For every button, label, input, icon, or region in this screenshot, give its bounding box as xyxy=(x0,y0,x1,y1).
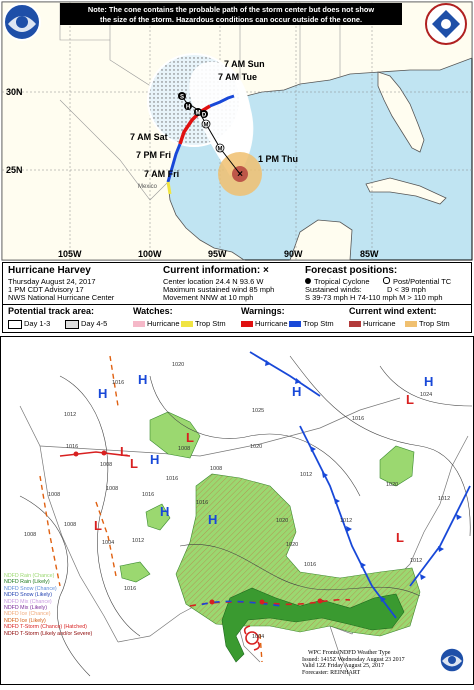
high-4: H xyxy=(424,374,434,389)
footer-line-3: Valid 12Z Friday August 25, 2017 xyxy=(302,663,384,670)
svg-text:1016: 1016 xyxy=(66,444,79,450)
high-1: H xyxy=(98,386,108,401)
high-6: H xyxy=(160,504,170,519)
svg-text:1016: 1016 xyxy=(142,492,155,498)
svg-text:1016: 1016 xyxy=(196,500,209,506)
marker-h: H xyxy=(185,104,191,111)
current-position-x: × xyxy=(237,169,243,180)
info-panel xyxy=(2,262,472,333)
fp-tropical: Tropical Cyclone xyxy=(305,277,370,286)
svg-text:1004: 1004 xyxy=(102,540,115,546)
wx-legend-2: NDFD Snow (Chance) xyxy=(4,585,57,592)
label-7am-tue: 7 AM Tue xyxy=(218,72,258,82)
lon-105: 105W xyxy=(58,249,82,259)
svg-text:1016: 1016 xyxy=(352,416,365,422)
footer-line-4: Forecaster: REINHART xyxy=(302,669,361,676)
svg-text:1020: 1020 xyxy=(276,518,289,524)
wx-legend-3: NDFD Snow (Likely) xyxy=(4,592,52,599)
nhc-cone-graphic xyxy=(0,0,474,335)
storm-center: NWS National Hurricane Center xyxy=(8,293,115,302)
current-title: Current information: × xyxy=(163,265,269,276)
current-location: Center location 24.4 N 93.6 W xyxy=(163,277,264,286)
wind-extent-title: Current wind extent: xyxy=(349,306,437,316)
fp-scale: S 39-73 mph H 74-110 mph M > 110 mph xyxy=(305,293,443,302)
watch-tropstm: Trop Stm xyxy=(181,319,226,328)
wx-legend-1: NDFD Rain (Likely) xyxy=(4,579,50,586)
info-divider xyxy=(3,304,471,305)
svg-text:1008: 1008 xyxy=(178,446,191,452)
watch-hurricane: Hurricane xyxy=(133,319,180,328)
noaa-logo xyxy=(4,4,40,40)
svg-text:1012: 1012 xyxy=(132,538,145,544)
svg-text:1012: 1012 xyxy=(300,472,313,478)
lat-25: 25N xyxy=(6,165,23,175)
wx-legend-4: NDFD Mix (Chance) xyxy=(4,598,52,605)
extent-tropstm: Trop Stm xyxy=(405,319,450,328)
marker-m1: M xyxy=(217,146,223,153)
legend-day45: Day 4-5 xyxy=(65,319,107,329)
svg-text:1008: 1008 xyxy=(210,466,223,472)
fp-d: D < 39 mph xyxy=(387,285,426,294)
svg-text:1008: 1008 xyxy=(24,532,37,538)
wx-footer xyxy=(302,650,405,676)
svg-text:1020: 1020 xyxy=(286,542,299,548)
wx-legend-8: NDFD T-Storm (Chance) (Hatched) xyxy=(4,624,87,631)
label-1pm-thu: 1 PM Thu xyxy=(258,154,298,164)
label-7am-sat: 7 AM Sat xyxy=(130,132,168,142)
lon-100: 100W xyxy=(138,249,162,259)
lon-85: 85W xyxy=(360,249,379,259)
warnings-title: Warnings: xyxy=(241,306,285,316)
lat-30: 30N xyxy=(6,87,23,97)
svg-text:1008: 1008 xyxy=(48,492,61,498)
svg-text:1008: 1008 xyxy=(106,486,119,492)
legend-day13: Day 1-3 xyxy=(8,319,50,329)
extent-hurricane: Hurricane xyxy=(349,319,396,328)
marker-m3: M xyxy=(195,110,201,117)
wx-legend-0: NDFD Rain (Chance) xyxy=(4,573,55,579)
svg-text:1008: 1008 xyxy=(64,522,77,528)
tropstm-watch-coast xyxy=(168,182,170,194)
mexico-label: Mexico xyxy=(138,184,158,190)
high-2: H xyxy=(138,372,148,387)
svg-text:1024: 1024 xyxy=(420,392,433,398)
wpc-fronts-map xyxy=(0,336,474,685)
storm-advisory: 1 PM CDT Advisory 17 xyxy=(8,285,84,294)
current-movement: Movement NNW at 10 mph xyxy=(163,293,254,302)
storm-name: Hurricane Harvey xyxy=(8,265,91,276)
watches-title: Watches: xyxy=(133,306,173,316)
warning-hurricane: Hurricane xyxy=(241,319,288,328)
low-2: L xyxy=(94,518,102,533)
svg-text:1012: 1012 xyxy=(438,496,451,502)
wx-legend-6: NDFD Ice (Chance) xyxy=(4,611,51,618)
low-5: L xyxy=(120,444,128,459)
note-line-2: the size of the storm. Hazardous conditions can occur outside of the cone. xyxy=(100,15,362,24)
current-wind: Maximum sustained wind 85 mph xyxy=(163,285,275,294)
high-7: H xyxy=(208,512,218,527)
label-7am-sun: 7 AM Sun xyxy=(224,59,265,69)
low-1: L xyxy=(130,456,138,471)
svg-text:1012: 1012 xyxy=(64,412,77,418)
footer-line-1: WPC Fronts/NDFD Weather Type xyxy=(308,650,391,656)
wx-legend xyxy=(4,573,92,637)
lon-95: 95W xyxy=(208,249,227,259)
marker-s: S xyxy=(179,94,185,101)
svg-text:1016: 1016 xyxy=(124,586,137,592)
svg-text:1008: 1008 xyxy=(100,462,113,468)
wx-legend-9: NDFD T-Storm (Likely and/or Severe) xyxy=(4,630,93,637)
svg-text:1020: 1020 xyxy=(250,444,263,450)
nws-logo xyxy=(426,4,466,44)
storm-date: Thursday August 24, 2017 xyxy=(8,277,96,286)
low-4: L xyxy=(396,530,404,545)
wx-legend-5: NDFD Mix (Likely) xyxy=(4,605,47,612)
forecast-title: Forecast positions: xyxy=(305,265,398,276)
svg-text:1004: 1004 xyxy=(252,634,265,640)
low-6: L xyxy=(406,392,414,407)
svg-text:1016: 1016 xyxy=(166,476,179,482)
label-7am-fri: 7 AM Fri xyxy=(144,169,180,179)
footer-line-2: Issued: 1415Z Wednesday August 23 2017 xyxy=(302,656,405,663)
track-title: Potential track area: xyxy=(8,306,95,316)
svg-text:1025: 1025 xyxy=(252,408,265,414)
high-5: H xyxy=(150,452,160,467)
fp-post: Post/Potential TC xyxy=(383,277,451,286)
marker-m2: M xyxy=(203,122,209,129)
svg-text:1016: 1016 xyxy=(112,380,125,386)
svg-text:1016: 1016 xyxy=(304,562,317,568)
label-7pm-fri: 7 PM Fri xyxy=(136,150,172,160)
noaa-logo-bottom xyxy=(440,648,464,672)
note-line-1: Note: The cone contains the probable path of the storm center but does not show xyxy=(87,5,375,14)
svg-text:1012: 1012 xyxy=(340,518,353,524)
high-3: H xyxy=(292,384,302,399)
svg-text:1020: 1020 xyxy=(172,362,185,368)
svg-text:1020: 1020 xyxy=(386,482,399,488)
svg-text:1012: 1012 xyxy=(410,558,423,564)
low-3: L xyxy=(186,430,194,445)
fp-sustained: Sustained winds: xyxy=(305,285,362,294)
marker-d: D xyxy=(201,112,207,119)
warning-tropstm: Trop Stm xyxy=(289,319,334,328)
lon-90: 90W xyxy=(284,249,303,259)
wx-legend-7: NDFD Ice (Likely) xyxy=(4,617,46,624)
